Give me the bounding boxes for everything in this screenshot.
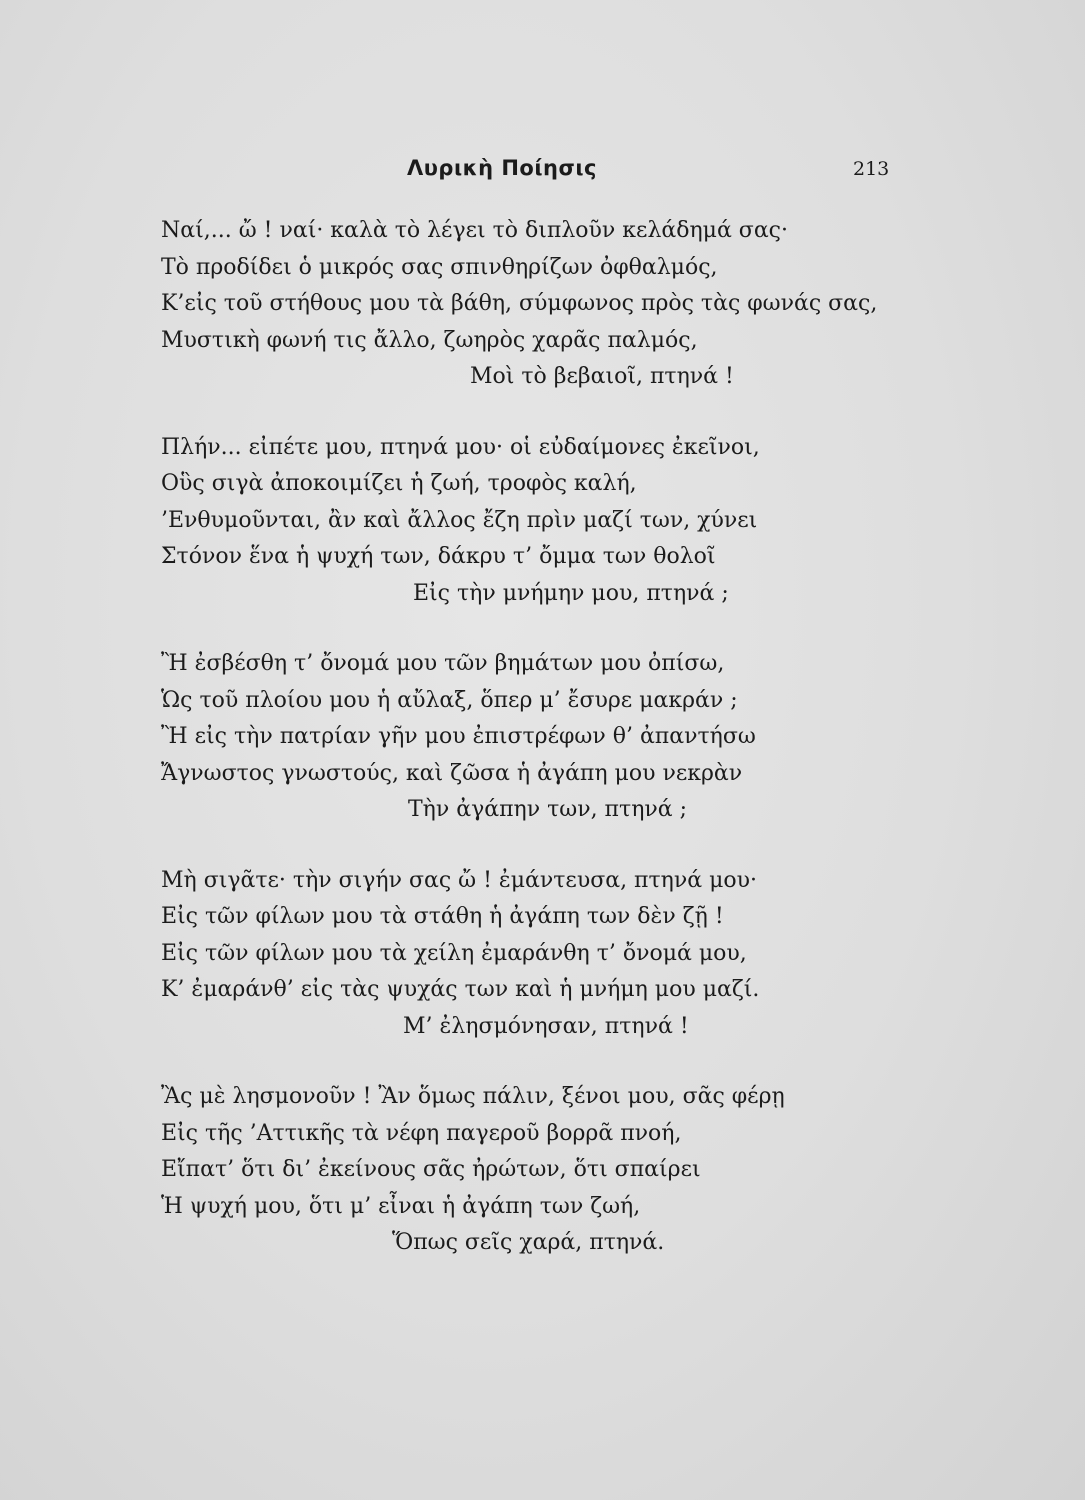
stanza-5 [0,1079,1085,1262]
refrain-line: Ὅπως σεῖς χαρά, πτηνά. [392,1230,665,1255]
poem-line: Ἢ εἰς τὴν πατρίαν γῆν μου ἐπιστρέφων θ’ ἀπαντήσω [161,724,756,749]
poem-line: Ἢ ἐσβέσθη τ’ ὄνομά μου τῶν βημάτων μου ὀπίσω, [161,651,725,676]
stanza-2 [0,430,1085,613]
poem-line: Ἂς μὲ λησμονοῦν ! Ἂν ὅμως πάλιν, ξένοι μου, σᾶς φέρῃ [161,1084,785,1109]
page-number: 213 [853,158,890,180]
poem-line: Στόνον ἕνα ἡ ψυχή των, δάκρυ τ’ ὄμμα των θολοῖ [161,544,716,569]
refrain-line: Μοὶ τὸ βεβαιοῖ, πτηνά ! [470,364,734,389]
poem-line: Μυστικὴ φωνή τις ἄλλο, ζωηρὸς χαρᾶς παλμός, [161,327,698,353]
poem-line: Ἄγνωστος γνωστούς, καὶ ζῶσα ἡ ἀγάπη μου νεκρὰν [161,760,743,786]
stanza-4 [0,863,1085,1046]
poem-line: Εἴπατ’ ὅτι δι’ ἐκείνους σᾶς ἠρώτων, ὅτι σπαίρει [161,1157,701,1182]
poem-line: Εἰς τῶν φίλων μου τὰ χείλη ἐμαράνθη τ’ ὄνομά μου, [161,940,747,966]
poem-line: Εἰς τῶν φίλων μου τὰ στάθη ἡ ἀγάπη των δὲν ζῇ ! [161,904,724,929]
page-header [0,150,1085,190]
poem-line: Εἰς τῆς ’Αττικῆς τὰ νέφη παγεροῦ βορρᾶ πνοή, [161,1120,682,1146]
refrain-line: Μ’ ἐλησμόνησαν, πτηνά ! [403,1013,689,1039]
running-title: Λυρικὴ Ποίησις [407,156,597,180]
poem-line: Ναί,... ὤ ! ναί· καλὰ τὸ λέγει τὸ διπλοῦν κελάδημά σας· [161,218,788,243]
poem-line: Οὓς σιγὰ ἀποκοιμίζει ἡ ζωή, τροφὸς καλή, [161,471,637,496]
poem-line: Μὴ σιγᾶτε· τὴν σιγήν σας ὤ ! ἐμάντευσα, πτηνά μου· [161,867,757,893]
poem-line: Κ’ ἐμαράνθ’ εἰς τὰς ψυχάς των καὶ ἡ μνήμη μου μαζί. [161,977,760,1002]
poem-line: Ὡς τοῦ πλοίου μου ἡ αὔλαξ, ὅπερ μ’ ἔσυρε μακράν ; [161,687,738,713]
poem-line: Τὸ προδίδει ὁ μικρός σας σπινθηρίζων ὀφθαλμός, [161,254,718,280]
refrain-line: Εἰς τὴν μνήμην μου, πτηνά ; [413,580,729,606]
stanza-1 [0,213,1085,396]
poem-line: ’Ενθυμοῦνται, ἂν καὶ ἄλλος ἔζη πρὶν μαζί των, χύνει [161,507,758,533]
poem-line: Κ’εἰς τοῦ στήθους μου τὰ βάθη, σύμφωνος πρὸς τὰς φωνάς σας, [161,291,878,316]
refrain-line: Τὴν ἀγάπην των, πτηνά ; [408,797,688,822]
poem-line: Πλήν... εἰπέτε μου, πτηνά μου· οἱ εὐδαίμονες ἐκεῖνοι, [161,434,760,460]
poem [0,213,1085,1296]
poem-line: Ἡ ψυχή μου, ὅτι μ’ εἶναι ἡ ἀγάπη των ζωή, [161,1193,641,1219]
stanza-3 [0,646,1085,829]
